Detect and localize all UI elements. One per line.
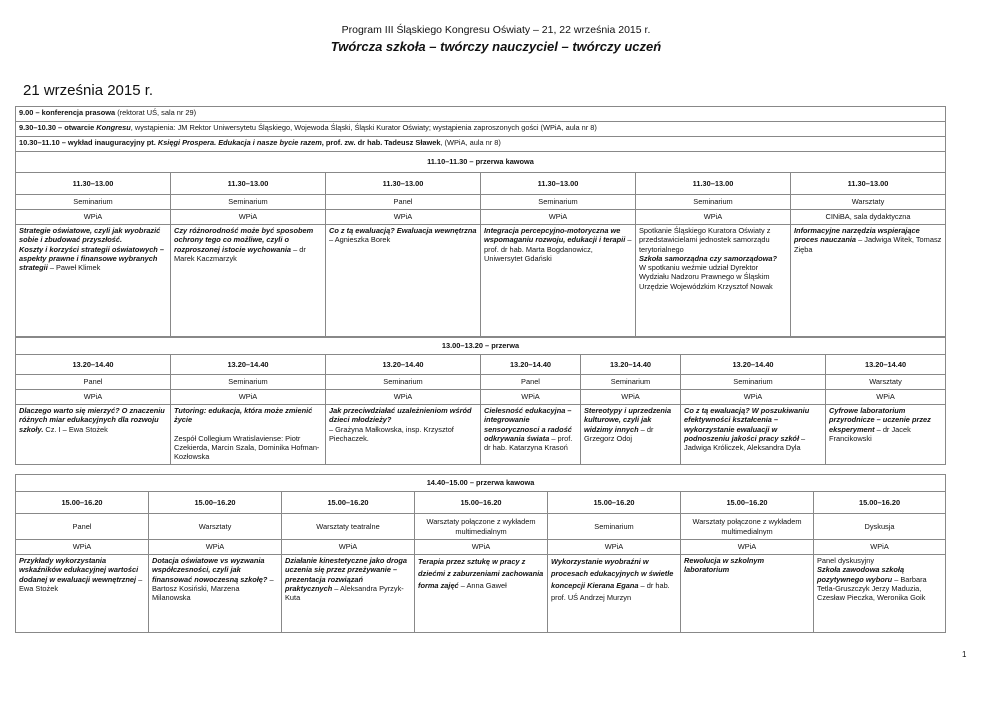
place-cell: WPiA	[826, 390, 946, 405]
place-cell: WPiA	[481, 390, 581, 405]
type-cell: Seminarium	[581, 375, 681, 390]
type-cell: Warsztaty połączone z wykładem multimedialnym	[415, 514, 548, 540]
type-cell: Warsztaty połączone z wykładem multimedialnym	[681, 514, 814, 540]
intro-row-press: 9.00 – konferencja prasowa (rektorat UŚ, sala nr 29)	[16, 107, 946, 122]
time-cell: 15.00–16.20	[814, 492, 946, 514]
type-cell: Seminarium	[681, 375, 826, 390]
day-heading: 21 września 2015 r.	[23, 82, 154, 99]
time-cell: 11.30–13.00	[326, 173, 481, 195]
event-cell: Dlaczego warto się mierzyć? O znaczeniu różnych miar edukacyjnych dla rozwoju szkoły. Cz. I – Ewa Stożek	[16, 405, 171, 465]
event-cell: Czy różnorodność może być sposobem ochrony tego co możliwe, czyli o rozproszonej istocie wychowania – dr Marek Kaczmarzyk	[171, 225, 326, 337]
time-cell: 13.20–14.40	[581, 355, 681, 375]
place-cell: WPiA	[681, 390, 826, 405]
time-cell: 13.20–14.40	[326, 355, 481, 375]
break-row: 11.10–11.30 – przerwa kawowa	[16, 152, 946, 173]
place-cell: WPiA	[415, 540, 548, 555]
type-cell: Panel	[16, 375, 171, 390]
place-cell: CINiBA, sala dydaktyczna	[791, 210, 946, 225]
type-cell: Warsztaty	[149, 514, 282, 540]
place-cell: WPiA	[814, 540, 946, 555]
place-cell: WPiA	[326, 390, 481, 405]
event-cell: Rewolucja w szkolnym laboratorium	[681, 555, 814, 633]
place-cell: WPiA	[171, 210, 326, 225]
place-cell: WPiA	[16, 540, 149, 555]
place-cell: WPiA	[581, 390, 681, 405]
event-cell: Strategie oświatowe, czyli jak wyobrazić sobie i zbudować przyszłość. Koszty i korzyści strategii oświatowych – aspekty prawne i finansowe wybranych strategii – Paweł Klimek	[16, 225, 171, 337]
event-cell: Co z tą ewaluacją? Ewaluacja wewnętrzna – Agnieszka Borek	[326, 225, 481, 337]
schedule-table-midday	[15, 337, 946, 465]
type-cell: Seminarium	[548, 514, 681, 540]
event-cell: Terapia przez sztukę w pracy z dziećmi z zaburzeniami zachowania forma zajęć – Anna Gaweł	[415, 555, 548, 633]
event-cell: Stereotypy i uprzedzenia kulturowe, czyli jak widzimy innych – dr Grzegorz Odoj	[581, 405, 681, 465]
event-cell: Informacyjne narzędzia wspierające proces nauczania – Jadwiga Witek, Tomasz Zięba	[791, 225, 946, 337]
congress-motto: Twórcza szkoła – twórczy nauczyciel – twórczy uczeń	[330, 39, 662, 54]
event-cell: Spotkanie Śląskiego Kuratora Oświaty z przedstawicielami jednostek samorządu terytorialnego Szkoła samorządna czy samorządowa? W spotkaniu weźmie udział Dyrektor Wydziału Nadzoru Prawnego w Śląskim Urzędzie Wojewódzkim Krzysztof Nowak	[636, 225, 791, 337]
type-cell: Panel	[481, 375, 581, 390]
type-cell: Dyskusja	[814, 514, 946, 540]
time-cell: 15.00–16.20	[282, 492, 415, 514]
type-cell: Seminarium	[16, 195, 171, 210]
intro-row-lecture: 10.30–11.10 – wykład inauguracyjny pt. Księgi Prospera. Edukacja i nasze bycie razem, prof. zw. dr hab. Tadeusz Sławek, (WPiA, aula nr 8)	[16, 137, 946, 152]
place-cell: WPiA	[636, 210, 791, 225]
time-cell: 11.30–13.00	[16, 173, 171, 195]
event-cell: Przykłady wykorzystania wskaźników edukacyjnej wartości dodanej w ewaluacji wewnętrznej –Ewa Stożek	[16, 555, 149, 633]
time-cell: 13.20–14.40	[171, 355, 326, 375]
time-cell: 13.20–14.40	[16, 355, 171, 375]
event-cell: Wykorzystanie wyobraźni w procesach edukacyjnych w świetle koncepcji Kierana Egana – dr hab. prof. UŚ Andrzej Murzyn	[548, 555, 681, 633]
break-row: 13.00–13.20 – przerwa	[16, 338, 946, 355]
time-cell: 15.00–16.20	[415, 492, 548, 514]
schedule-table-afternoon	[15, 474, 946, 633]
place-cell: WPiA	[681, 540, 814, 555]
break-row: 14.40–15.00 – przerwa kawowa	[16, 475, 946, 492]
type-cell: Seminarium	[481, 195, 636, 210]
type-cell: Seminarium	[636, 195, 791, 210]
time-cell: 13.20–14.40	[481, 355, 581, 375]
intro-row-opening: 9.30–10.30 – otwarcie Kongresu, wystąpienia: JM Rektor Uniwersytetu Śląskiego, Wojewoda Śląski, Śląski Kurator Oświaty; wystąpienia zaproszonych gości (WPiA, aula nr 8)	[16, 122, 946, 137]
type-cell: Warsztaty teatralne	[282, 514, 415, 540]
type-cell: Warsztaty	[791, 195, 946, 210]
time-cell: 13.20–14.40	[826, 355, 946, 375]
event-cell: Co z tą ewaluacją? W poszukiwaniu efektywności kształcenia – wykorzystanie ewaluacji w podnoszeniu jakości pracy szkół – Jadwiga Króliczek, Aleksandra Dyla	[681, 405, 826, 465]
type-cell: Panel	[326, 195, 481, 210]
time-cell: 15.00–16.20	[548, 492, 681, 514]
event-cell: Działanie kinestetyczne jako droga uczenia się przez przeżywanie – prezentacja rozwiązań praktycznych – Aleksandra Pyrzyk-Kuta	[282, 555, 415, 633]
type-cell: Seminarium	[171, 375, 326, 390]
time-cell: 15.00–16.20	[16, 492, 149, 514]
program-header: Program III Śląskiego Kongresu Oświaty – 21, 22 września 2015 r.	[341, 24, 651, 36]
event-cell: Panel dyskusyjny Szkoła zawodowa szkołą pozytywnego wyboru – Barbara Tetla-Gruszczyk Jerzy Maduzia, Czesław Pieczka, Weronika Goik	[814, 555, 946, 633]
place-cell: WPiA	[16, 390, 171, 405]
type-cell: Warsztaty	[826, 375, 946, 390]
time-cell: 15.00–16.20	[149, 492, 282, 514]
event-cell: Integracja percepcyjno-motoryczna we wspomaganiu rozwoju, edukacji i terapii – prof. dr hab. Marta Bogdanowicz, Uniwersytet Gdański	[481, 225, 636, 337]
place-cell: WPiA	[149, 540, 282, 555]
place-cell: WPiA	[481, 210, 636, 225]
page-number: 1	[962, 650, 967, 659]
place-cell: WPiA	[548, 540, 681, 555]
event-cell: Cyfrowe laboratorium przyrodnicze – uczenie przez eksperyment – dr Jacek Francikowski	[826, 405, 946, 465]
type-cell: Seminarium	[171, 195, 326, 210]
time-cell: 11.30–13.00	[636, 173, 791, 195]
event-cell: Cielesność edukacyjna – integrowanie sensorycznosci a radość odkrywania świata – prof. dr hab. Katarzyna Krasoń	[481, 405, 581, 465]
place-cell: WPiA	[16, 210, 171, 225]
place-cell: WPiA	[326, 210, 481, 225]
time-cell: 11.30–13.00	[791, 173, 946, 195]
event-cell: Jak przeciwdziałać uzależnieniom wśród dzieci młodzieży? – Grażyna Małkowska, insp. Krzysztof Piechaczek.	[326, 405, 481, 465]
place-cell: WPiA	[171, 390, 326, 405]
type-cell: Panel	[16, 514, 149, 540]
event-cell: Tutoring: edukacja, która może zmienić życie Zespół Collegium Wratislaviense: Piotr Czekierda, Marcin Szala, Dominika Hofman-Kozłowska	[171, 405, 326, 465]
time-cell: 13.20–14.40	[681, 355, 826, 375]
time-cell: 15.00–16.20	[681, 492, 814, 514]
time-cell: 11.30–13.00	[171, 173, 326, 195]
time-cell: 11.30–13.00	[481, 173, 636, 195]
schedule-table-morning	[15, 106, 946, 337]
event-cell: Dotacja oświatowe vs wyzwania współczesności, czyli jak finansować nowoczesną szkołę? – Bartosz Kosiński, Marzena Milanowska	[149, 555, 282, 633]
place-cell: WPiA	[282, 540, 415, 555]
type-cell: Seminarium	[326, 375, 481, 390]
